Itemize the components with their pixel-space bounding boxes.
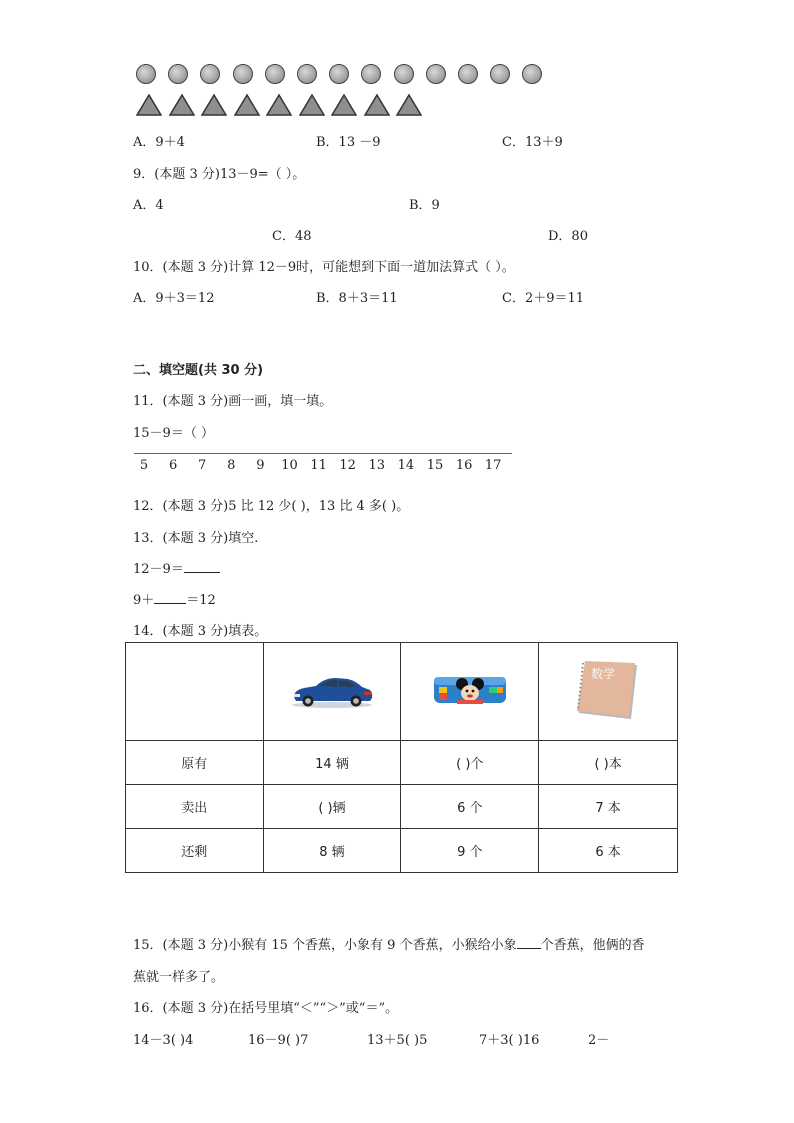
book-cell: [539, 643, 678, 741]
q10-option-a: A．9＋3＝12: [133, 291, 215, 306]
number-line-tick-label: 5: [139, 458, 149, 473]
q13-line1-text: 12－9＝: [133, 562, 184, 577]
triangle-icon: [234, 94, 260, 116]
number-line-tick-label: 8: [227, 458, 236, 473]
table-cell[interactable]: ( )个: [401, 741, 539, 785]
number-line-tick-label: 9: [256, 458, 265, 473]
number-line-tick-label: 12: [339, 458, 356, 473]
circle-icon: [297, 64, 317, 84]
triangle-icon: [396, 94, 422, 116]
triangle-icon: [299, 94, 325, 116]
table-cell: 14 辆: [263, 741, 401, 785]
triangles-row: [136, 94, 429, 116]
q10-stem: 10．(本题 3 分)计算 12－9时，可能想到下面一道加法算式（ ）。: [133, 260, 515, 275]
number-line-tick-label: 16: [455, 458, 473, 473]
book-title: 数学: [591, 666, 616, 681]
q15-line1: [133, 934, 645, 953]
circle-icon: [329, 64, 349, 84]
circle-icon: [490, 64, 510, 84]
number-line-tick-label: 11: [310, 458, 327, 473]
number-line-tick-label: 10: [281, 458, 298, 473]
q15-text: 15．(本题 3 分)小猴有 15 个香蕉，小象有 9 个香蕉，小猴给小象: [133, 938, 517, 953]
q16-item[interactable]: 13＋5( )5: [367, 1033, 428, 1048]
table-cell: 7 本: [539, 785, 678, 829]
q8-option-a: A．9＋4: [133, 135, 185, 150]
q9-option-c: C．48: [272, 229, 312, 244]
circles-row: [136, 64, 554, 84]
row-label: 还剩: [126, 829, 264, 873]
table-cell[interactable]: ( )本: [539, 741, 678, 785]
circle-icon: [265, 64, 285, 84]
fill-table: [125, 642, 678, 873]
triangle-icon: [364, 94, 390, 116]
q13-line2-suffix: ＝12: [186, 593, 216, 608]
circle-icon: [522, 64, 542, 84]
car-cell: [263, 643, 401, 741]
q11-stem: 11．(本题 3 分)画一画，填一填。: [133, 394, 333, 409]
circle-icon: [233, 64, 253, 84]
triangle-icon: [331, 94, 357, 116]
circle-icon: [394, 64, 414, 84]
q15-line2: 蕉就一样多了。: [133, 970, 225, 985]
q16-item[interactable]: 7＋3( )16: [479, 1033, 540, 1048]
pencil-case-icon: [431, 671, 509, 709]
section-title: 二、填空题(共 30 分): [133, 363, 264, 378]
row-label: 卖出: [126, 785, 264, 829]
q12-stem: 12．(本题 3 分)5 比 12 少( )，13 比 4 多( )。: [133, 499, 410, 514]
number-line-tick-label: 13: [368, 458, 386, 473]
circle-icon: [426, 64, 446, 84]
number-line-tick-label: 7: [198, 458, 207, 473]
q13-line2: [133, 589, 216, 608]
q15-text-end: 个香蕉，他俩的香: [540, 938, 645, 953]
q16-item[interactable]: 16－9( )7: [248, 1033, 309, 1048]
q9-stem: 9．(本题 3 分)13－9=（ ）。: [133, 167, 306, 182]
q16-item[interactable]: 14－3( )4: [133, 1033, 194, 1048]
answer-blank[interactable]: [517, 948, 541, 949]
car-icon: [290, 670, 374, 710]
q11-equation: 15－9＝（ ）: [133, 426, 214, 441]
q9-option-b: B．9: [409, 198, 440, 213]
q16-item[interactable]: 2－: [588, 1033, 610, 1048]
q14-stem: 14．(本题 3 分)填表。: [133, 624, 268, 639]
triangle-icon: [201, 94, 227, 116]
circle-icon: [361, 64, 381, 84]
triangle-icon: [136, 94, 162, 116]
q13-line2-prefix: 9＋: [133, 593, 155, 608]
table-cell: 6 本: [539, 829, 678, 873]
circle-icon: [136, 64, 156, 84]
q9-option-a: A．4: [133, 198, 164, 213]
q13-stem: 13．(本题 3 分)填空.: [133, 531, 259, 546]
number-line-tick-label: 17: [484, 458, 502, 473]
table-cell: 9 个: [401, 829, 539, 873]
triangle-icon: [266, 94, 292, 116]
q8-option-c: C．13＋9: [502, 135, 563, 150]
answer-blank[interactable]: [154, 603, 186, 604]
circle-icon: [168, 64, 188, 84]
number-line: [134, 453, 512, 454]
table-cell: 8 辆: [263, 829, 401, 873]
answer-blank[interactable]: [184, 572, 220, 573]
header-empty-cell: [126, 643, 264, 741]
circle-icon: [200, 64, 220, 84]
q8-option-b: B．13 －9: [316, 135, 381, 150]
number-line-tick-label: 6: [168, 458, 178, 473]
q9-option-d: D．80: [548, 229, 588, 244]
q10-option-b: B．8＋3＝11: [316, 291, 398, 306]
circle-icon: [458, 64, 478, 84]
math-book: [573, 659, 643, 721]
table-cell: 6 个: [401, 785, 539, 829]
number-line-tick-label: 14: [397, 458, 415, 473]
triangle-icon: [169, 94, 195, 116]
number-line-tick-label: 15: [426, 458, 444, 473]
q13-line1: [133, 558, 220, 577]
q10-option-c: C．2＋9＝11: [502, 291, 585, 306]
row-label: 原有: [126, 741, 264, 785]
q16-stem: 16．(本题 3 分)在括号里填“＜”“＞”或“＝”。: [133, 1001, 399, 1016]
pencil-case-cell: [401, 643, 539, 741]
table-cell[interactable]: ( )辆: [263, 785, 401, 829]
